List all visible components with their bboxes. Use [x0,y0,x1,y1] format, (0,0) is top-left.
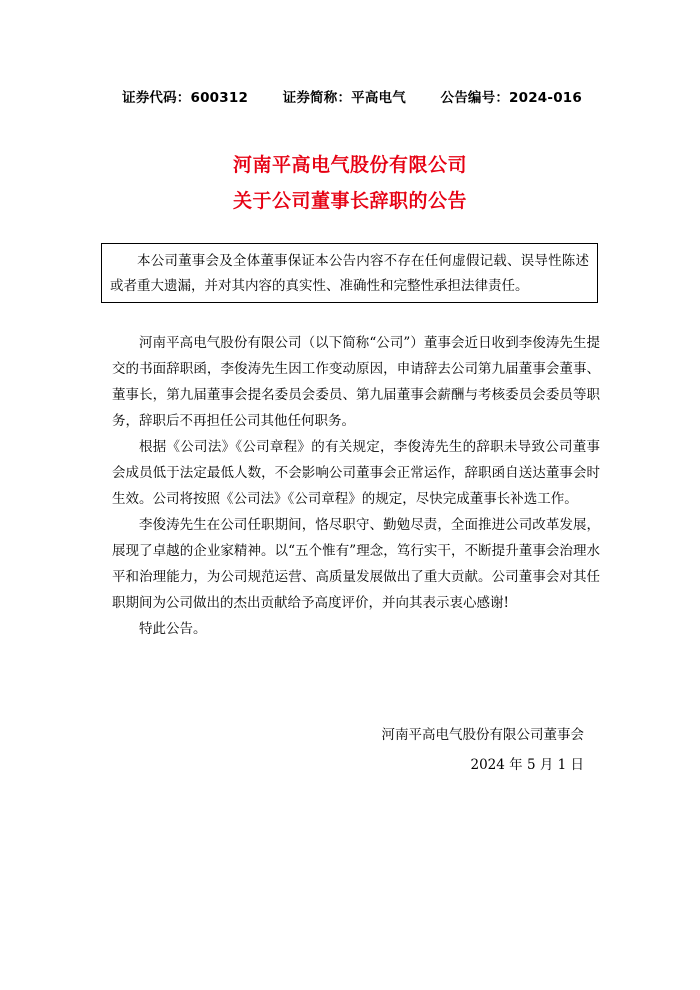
body-paragraph: 河南平高电气股份有限公司（以下简称“公司”）董事会近日收到李俊涛先生提交的书面辞职函，李俊涛先生因工作变动原因，申请辞去公司第九届董事会董事、董事长，第九届董事会提名委员会委员、第九届董事会薪酬与考核委员会委员等职务，辞职后不再担任公司其他任何职务。 [112,335,600,429]
signature-date: 2024 年 5 月 1 日 [470,757,584,773]
signature-company: 河南平高电气股份有限公司董事会 [381,727,584,743]
stock-code: 证券代码：600312 [122,90,249,106]
stock-abbreviation: 证券简称：平高电气 [282,90,406,106]
announcement-title: 关于公司董事长辞职的公告 [232,190,467,212]
disclaimer-box: 本公司董事会及全体董事保证本公告内容不存在任何虚假记载、误导性陈述或者重大遗漏，并对其内容的真实性、准确性和完整性承担法律责任。 [101,243,598,303]
body-paragraph: 李俊涛先生在公司任职期间，恪尽职守、勤勉尽责，全面推进公司改革发展，展现了卓越的企业家精神。以“五个惟有”理念，笃行实干，不断提升董事会治理水平和治理能力，为公司规范运营、高质量发展做出了重大贡献。公司董事会对其任职期间为公司做出的杰出贡献给予高度评价，并向其表示衷心感谢! [112,517,600,611]
announcement-header [122,86,582,106]
company-title: 河南平高电气股份有限公司 [232,154,467,176]
body-paragraph: 根据《公司法》《公司章程》的有关规定，李俊涛先生的辞职未导致公司董事会成员低于法定最低人数，不会影响公司董事会正常运作，辞职函自送达董事会时生效。公司将按照《公司法》《公司章程》的规定，尽快完成董事长补选工作。 [112,439,600,507]
notice-number: 公告编号：2024-016 [440,90,582,106]
closing-statement: 特此公告。 [139,621,207,637]
announcement-body [112,330,600,642]
